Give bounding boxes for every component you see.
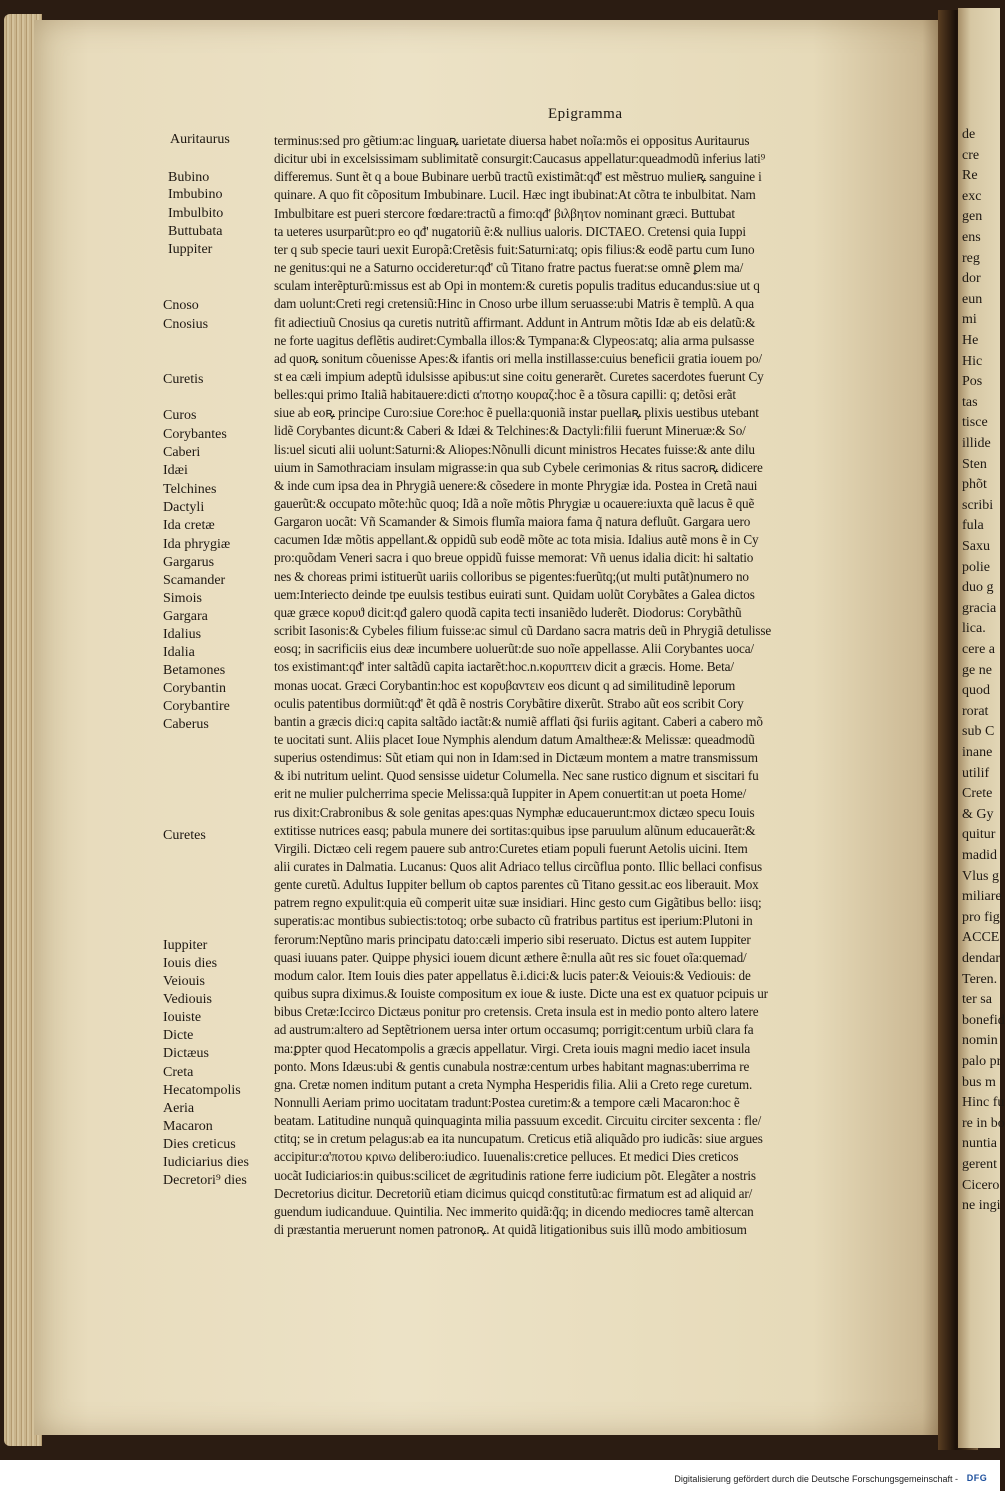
text-line: & inde cum ipsa dea in Phrygiã uenere:& cõsedere in monte Phrygiæ ida. Postea in Cretã naui (274, 477, 758, 493)
facing-page-fragment: dor (962, 271, 981, 287)
facing-page-fragment: mi (962, 312, 977, 328)
margin-note: Iuppiter (163, 938, 208, 953)
text-line: bibus Cretæ:Iccirco Dictæus ponitur pro cretensis. Creta insula est in medio ponto altero latere (274, 1004, 759, 1020)
text-line: ferorum:Neptũno maris principatu dato:cæli imperio sibi reseruato. Dictus est autem Iuppiter (274, 931, 751, 947)
margin-note: Bubino (168, 170, 210, 185)
text-line: di præstantia meruerunt nomen patronoꝶ. At quidã litigationibus suis illũ modo ambitiosum (274, 1222, 747, 1237)
facing-page-fragment: tisce (962, 415, 988, 431)
facing-page-fragment: ge ne (962, 662, 992, 678)
facing-page-fragment: Sten (962, 456, 987, 472)
facing-page-fragment: dendar (962, 951, 1001, 966)
text-line: dicitur ubi in excelsissimam sublimitatẽ consurgit:Caucasus appellatur:queadmodũ inferius lati⁹ (274, 151, 766, 167)
facing-page (958, 8, 1005, 1448)
text-line: alii curates in Dalmatia. Lucanus: Quos alit Adriaco tellus circũflua ponto. Illic bellaci confisus (274, 859, 762, 874)
margin-note: Creta (163, 1065, 194, 1080)
margin-note: Scamander (163, 573, 226, 588)
facing-page-fragment: quod (962, 683, 990, 699)
margin-note: Hecatompolis (163, 1083, 241, 1098)
text-line: differemus. Sunt ẽt q a boue Bubinare uerbũ tractũ existimãt:qđ' est mẽstruo mulieꝶ sanguine i (274, 169, 762, 185)
margin-note: Dictæus (163, 1046, 209, 1061)
text-line: ad austrum:altero ad Septẽtrionem uersa inter ortum occasumq; porrigit:centum urbiũ clara fa (274, 1022, 754, 1038)
text-line: Nonnulli Aeriam primo uocitatam tradunt:Postea curetim:& a tempore cæli Macaron:hoc ẽ (274, 1094, 740, 1110)
margin-note: Ida cretæ (163, 518, 215, 533)
facing-page-fragment: Hic (962, 353, 983, 369)
text-line: nes & choreas primi istituerũt uariis colloribus se pigentes:fuerũtq;(ut multi putãt)numero no (274, 568, 749, 584)
running-head: Epigramma (548, 106, 623, 122)
text-line: quæ græce κορυϑ dicit:qđ galero quodã capita tecti insaniẽdo luderẽt. Diodorus: Corybãthũ (274, 604, 742, 620)
margin-note: Imbubino (168, 187, 223, 202)
margin-note: Gargara (163, 609, 208, 624)
margin-note: Cnoso (163, 298, 199, 313)
text-line: superius ostendimus: Sũt etiam qui non in Idam:sed in Dictæum montem a matre transmissum (274, 750, 758, 766)
facing-page-fragment: palo pr (962, 1054, 1002, 1069)
text-line: patrem regno expulit:quia eũ comperit uitæ suæ insidiari. Hinc gesto cum Gigãtibus bello: iisq; (274, 895, 762, 911)
margin-note: Macaron (163, 1119, 213, 1134)
text-line: scribit Iasonis:& Cybeles filium fuisse:ac simul cũ Dardano sacra matris deũ in Phrygiã detulisse (274, 623, 772, 639)
margin-note: Idæi (163, 463, 188, 478)
facing-page-fragment: fula (962, 518, 984, 534)
margin-note: Telchines (163, 482, 217, 497)
margin-note: Aeria (163, 1101, 195, 1116)
margin-note: Cnosius (163, 317, 209, 332)
text-line: gente curetũ. Adultus Iuppiter bellum ob captos parentes cũ Titano gessit.ac eos liberauit. Mox (274, 877, 759, 893)
facing-page-fragment: duo g (962, 580, 994, 596)
margin-note: Corybantes (163, 427, 227, 442)
margin-note: Dactyli (163, 500, 205, 515)
text-line: tos existimant:qđ' inter saltãdũ capita iactarẽt:hoc.n.κορυπτειν dicit a græcis. Home. Beta/ (274, 659, 734, 675)
text-line: siue ab eoꝶ principe Curo:siue Core:hoc ẽ puella:quoniã instar puellaꝶ plixis uestibus utebant (274, 405, 759, 421)
facing-page-fragment: scribi (962, 497, 994, 513)
text-line: eosq; in sacrificiis eius deæ incumbere uoluerũt:de suo noĩe appellasse. Alii Corybantes uoca/ (274, 641, 754, 657)
text-line: uocãt Iudiciarios:in quibus:scilicet de ægritudinis ratione ferre iudicium põt. Elegãter a nostris (274, 1167, 756, 1183)
facing-page-fragment: ter sa (962, 992, 992, 1008)
text-line: ter q sub specie tauri uexit Europã:Cretẽsis fuit:Saturni:atq; opis filius:& eodẽ partu cum Iuno (274, 241, 755, 257)
text-line: monas uocat. Græci Corybantin:hoc est κορυβαντειν eos dicunt q ad similitudinẽ leporum (274, 677, 736, 693)
dfg-logo-icon: DFG (966, 1473, 988, 1483)
margin-note: Iouis dies (163, 956, 218, 971)
margin-note: Gargarus (163, 555, 215, 570)
text-line: belles:qui primo Italiã habitauere:dicti α'ποτηο κουραζ:hoc ẽ a tõsura capilli: q; detõsi erãt (274, 387, 736, 403)
text-line: modum calor. Item Iouis dies pater appellatus ẽ.i.dici:& lucis pater:& Veiouis:& Vediouis: de (274, 967, 751, 983)
margin-note: Dies creticus (163, 1137, 236, 1152)
facing-page-fragment: ne ingi (962, 1198, 1001, 1214)
margin-note: Buttubata (168, 224, 223, 239)
text-line: extitisse nutrices easq; pabula munere dei sortitas:quibus ipse paruulum alũnum educauerãt:& (274, 822, 756, 838)
facing-page-fragment: Crete (962, 786, 993, 802)
text-line: accipitur:α'ποτου κρινω delibero:iudico. Iuuenalis:cretice pelluces. Et medici Dies creticos (274, 1149, 739, 1165)
facing-page-fragment: sub C (962, 724, 995, 740)
facing-page-fragment: Re (962, 168, 978, 184)
facing-page-fragment: utilif (962, 765, 990, 781)
text-line: dam uolunt:Creti regi cretensiũ:Hinc in Cnoso urbe illum seruasse:ubi Matris ẽ templũ. A qua (274, 296, 754, 312)
text-line: quinare. A quo fit cõpositum Imbubinare. Lucil. Hæc ingt ibubinat:At cõtra te inbulbitat. Nam (274, 187, 756, 203)
text-line: ne forte uagitus deflẽtis audiret:Cymballa illos:& Tympana:& Clypeos:atq; alia arma pulsasse (274, 332, 755, 348)
facing-page-fragment: nomin (962, 1033, 998, 1049)
margin-note: Idalius (163, 627, 202, 642)
facing-page-fragment: bonefid (962, 1012, 1005, 1028)
text-line: rus dixit:Crabronibus & sole genitas apes:quas Nymphæ educauerunt:mox dictæo specu Iouis (274, 804, 755, 820)
facing-page-fragment: inane (962, 745, 993, 760)
text-line: ne genitus:qui ne a Saturno occideretur:qđ' cũ Titano fratre pactus fuerat:se omnẽ ꝑlem ma/ (274, 260, 744, 276)
text-line: terminus:sed pro gẽtium:ac linguaꝶ uarietate diuersa habet noĩa:mõs ei oppositus Auritaurus (274, 133, 750, 148)
text-line: Gargaron uocãt: Vñ Scamander & Simois flumĩa maiora fama q̃ natura defluũt. Gargara uero (274, 514, 751, 530)
facing-page-fragment: reg (962, 250, 980, 266)
text-line: uium in Samothraciam insulam migrasse:in qua sub Cybele cerimonias & ritus sacroꝶ didicere (274, 459, 763, 475)
text-line: fit adiectiuũ Cnosius qa curetis nutritũ affirmant. Addunt in Antrum mõtis Idæ ab eis delatũ:& (274, 314, 756, 330)
margin-note: Idalia (163, 645, 195, 660)
margin-note: Simois (163, 591, 202, 606)
margin-note: Caberus (163, 717, 209, 732)
facing-page-fragment: gen (962, 209, 983, 225)
facing-page-fragment: phõt (962, 477, 987, 493)
text-line: gauerũt:& occupato mõte:hũc quoq; Idã a noĩe mõtis Phrygiæ u ocauere:iuxta quẽ lacus ẽ quẽ (274, 496, 755, 511)
margin-note: Curetis (163, 372, 204, 387)
facing-page-fragment: de (962, 127, 976, 142)
facing-page-fragment: re in bo (962, 1115, 1005, 1131)
facing-page-fragment: illide (962, 436, 991, 451)
text-line: quasi iuuans pater. Quippe physici iouem dicunt æthere ẽ:nulla aũt res sic fouet oĩa:quemad/ (274, 949, 747, 965)
facing-page-fragment: miliare (962, 889, 1002, 905)
facing-page-fragment: nuntia (962, 1136, 997, 1152)
text-line: ma:ꝑpter quod Hecatompolis a græcis appellatur. Virgi. Creta iouis magni medio iacet insula (274, 1040, 751, 1056)
text-line: lidẽ Corybantes dicunt:& Caberi & Idæi & Telchines:& Dactyli:filii fuerunt Mineruæ:& So/ (274, 423, 746, 439)
facing-page-fragment: Pos (962, 374, 983, 390)
facing-page-fragment: bus m (962, 1074, 996, 1090)
text-line: erit ne mulier pulcherrima specie Melissa:quã Iuppiter in Apem conuertit:an ut poeta Home/ (274, 786, 747, 802)
margin-note: Ida phrygiæ (163, 537, 231, 552)
facing-page-fragment: & Gy (962, 806, 994, 822)
margin-note: Imbulbito (168, 206, 224, 221)
facing-page-fragment: eun (962, 291, 983, 307)
facing-page-fragment: rorat (962, 703, 989, 719)
margin-note: Betamones (163, 663, 226, 678)
text-line: superatis:ac montibus subiectis:totoq; orbe subacto cũ fratribus partitus est iperium:Plutoni in (274, 913, 753, 929)
margin-note: Decretori⁹ dies (163, 1173, 247, 1188)
text-line: guendum iudicanduue. Quintilia. Nec immerito quidã:q̃q; in dicendo mediocres tamẽ altercan (274, 1203, 754, 1219)
facing-page-fragment: Cicero (962, 1177, 1000, 1193)
text-line: gna. Cretæ nomen inditum putant a creta Nympha Hesperidis filia. Alii a Creto rege curetum. (274, 1076, 753, 1092)
text-line: Virgili. Dictæo celi regem pauere sub antro:Curetes etiam populi fuerunt Aetolis uicini. Item (274, 840, 748, 856)
facing-page-fragment: cre (962, 147, 980, 163)
footer-credit: Digitalisierung gefördert durch die Deutsche Forschungsgemeinschaft - (674, 1474, 958, 1484)
text-line: uem:Interiecto deinde tpe euulsis testibus euirati sunt. Quidam uolũt Corybãtes a Galea dictos (274, 586, 755, 602)
text-line: cacumen Idæ mõtis appellant.& oppidũ sub eodẽ mõte ac tota misia. Idalius autẽ mons ẽ in Cy (274, 532, 759, 548)
facing-page-fragment: quitur (962, 827, 996, 843)
facing-page-fragment: Hinc fu (962, 1095, 1005, 1111)
text-line: oculis patentibus dormiũt:qđ' ẽt qdã ẽ nostris Corybãtire dixerũt. Strabo aũt eos scribit Cory (274, 695, 744, 711)
text-line: Decretorius dicitur. Decretoriũ etiam dicimus quicqd constitutũ:ac firmatum est ad aliquid ar/ (274, 1185, 753, 1201)
facing-page-fragment: pro fig (962, 909, 1000, 925)
text-line: pro:quõdam Veneri sacra i quo breue oppidũ fuisse memorat: Vñ uenus idalia dicit: hi saltatio (274, 550, 754, 566)
text-line: ta ueteres usurparũt:pro eo qđ' nugatoriũ ẽ:& nullius ualoris. DICTAEO. Cretensi quia Iuppi (274, 223, 746, 239)
text-line: te uocitati sunt. Aliis placet Ioue Nymphis alendum datum Amaltheæ:& Melissæ: queadmodũ (274, 731, 755, 747)
text-line: lis:uel sicuti alii uolunt:Saturni:& Aliopes:Nõnulli dicunt ministros Hecates fuisse:& ante dilu (274, 441, 755, 457)
margin-note: Corybantin (163, 681, 226, 696)
facing-page-fragment: lica. (962, 621, 986, 637)
facing-page-fragment: Saxu (962, 539, 990, 554)
margin-note: Corybantire (163, 699, 230, 714)
margin-note: Dicte (163, 1028, 194, 1043)
facing-page-fragment: exc (962, 188, 982, 204)
margin-note: Veiouis (163, 974, 205, 989)
text-line: beatam. Latitudine nunquã quinquaginta milia passuum excedit. Circuitu circiter sexcenta : fle/ (274, 1113, 762, 1129)
margin-note: Iuppiter (168, 242, 213, 257)
text-line: quibus supra diximus.& Iouiste compositum ex ioue & iuste. Dicte una est ex quatuor pcipuis ur (274, 986, 768, 1002)
margin-note: Iouiste (163, 1010, 202, 1025)
facing-page-fragment: ens (962, 230, 981, 245)
text-line: ad quoꝶ sonitum cõuenisse Apes:& ifantis ori mella instillasse:cuius beneficii gratia iouem po/ (274, 350, 762, 366)
facing-page-fragment: ACCE (962, 930, 1000, 946)
text-line: Imbulbitare est pueri stercore fœdare:tractũ a fimo:qđ' βιλβητον nominant græci. Buttubat (274, 205, 735, 221)
margin-note: Iudiciarius dies (163, 1155, 249, 1170)
facing-page-fragment: gracia (962, 600, 997, 616)
facing-page-fragment: polie (962, 559, 990, 575)
facing-page-fragment: cere a (962, 642, 996, 657)
text-line: ponto. Mons Idæus:ubi & gentis cunabula nostræ:centum urbes habitant magnas:uberrima re (274, 1058, 750, 1074)
text-line: st ea cæli impium adeptũ idulsisse apibus:ut sine coitu generarẽt. Curetes sacerdotes fuerunt Cy (274, 368, 764, 384)
facing-page-fragment: Teren. (962, 971, 998, 987)
facing-page-fragment: Vlus g (962, 868, 999, 884)
margin-note: Caberi (163, 445, 201, 460)
facing-page-fragment: gerent (962, 1157, 997, 1172)
facing-page-fragment: He (962, 333, 979, 348)
margin-note: Curetes (163, 828, 206, 843)
facing-page-fragment: tas (962, 394, 978, 410)
text-line: sculam interẽpturũ:missus est ab Opi in montem:& curetis populis traditus educandus:siue ut q (274, 278, 760, 294)
margin-note: Auritaurus (170, 132, 230, 147)
text-line: bantin a græcis dici:q capita saltãdo iactãt:& numiẽ afflati q̃si furiis agitant. Caberi a cabero mõ (274, 713, 763, 729)
facing-page-fragment: madid (962, 848, 997, 863)
text-line: ctitq; se in cretum pelagus:ab ea ita nuncupatum. Creticus etiã aliquãdo pro iudicãs: siue argues (274, 1131, 763, 1147)
margin-note: Vediouis (163, 992, 212, 1007)
margin-note: Curos (163, 408, 197, 423)
text-line: & ibi nutritum uelint. Quod sensisse uidetur Columella. Nec sane rustico dignum et siscitari fu (274, 768, 759, 784)
